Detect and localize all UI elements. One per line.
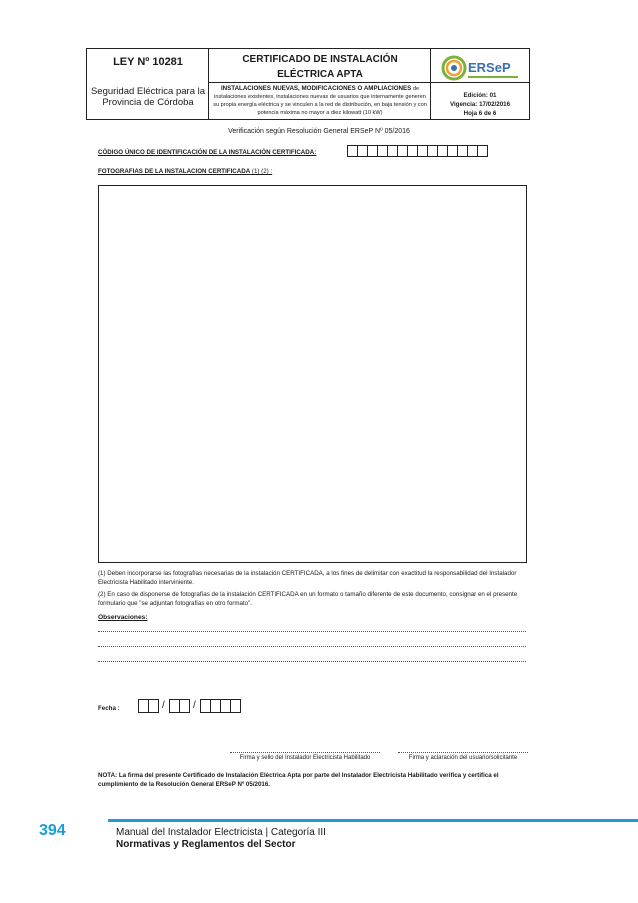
law-number: LEY Nº 10281 [113, 56, 183, 68]
observations-line-1[interactable] [98, 631, 526, 632]
installer-signature-line[interactable] [230, 752, 380, 753]
footer-text [116, 827, 326, 851]
date-label: Fecha : [98, 705, 120, 712]
ersep-logo [441, 54, 521, 89]
page-number: 394 [39, 822, 66, 839]
photos-label: FOTOGRAFIAS DE LA INSTALACION CERTIFICADA (1) (2) : [98, 168, 273, 175]
user-signature-label: Firma y aclaración del usuario/solicitante [408, 755, 518, 761]
observations-line-3[interactable] [98, 661, 526, 662]
final-note: NOTA: La firma del presente Certificado de Instalación Eléctrica Apta por parte del Instalador Electricista Habilitado verifica y certifica el cumplimiento de la Resolución General ERSeP Nº 05/2016. [98, 772, 499, 788]
footer-accent-bar [108, 819, 638, 822]
logo-edition-cell [431, 49, 529, 119]
observations-line-2[interactable] [98, 646, 526, 647]
date-separator-2: / [193, 700, 196, 711]
date-month-boxes[interactable] [170, 699, 190, 713]
unique-code-boxes[interactable] [348, 145, 488, 157]
certificate-cell [209, 49, 431, 119]
date-year-boxes[interactable] [201, 699, 241, 713]
verification-text: Verificación según Resolución General ERSeP Nº 05/2016 [228, 128, 410, 135]
header-table [86, 48, 530, 120]
installer-signature-label: Firma y sello del Instalador Electricista Habilitado [239, 755, 371, 761]
user-signature-line[interactable] [398, 752, 528, 753]
footer-line-1: Manual del Instalador Electricista | Categoría III [116, 827, 326, 838]
edition-info: Edición: 01 Vigencia: 17/02/2016 Hoja 6 de 6 [449, 92, 511, 117]
photo-area[interactable] [98, 185, 527, 563]
safety-subtitle: Seguridad Eléctrica para la Provincia de Córdoba [90, 86, 206, 108]
installation-scope: INSTALACIONES NUEVAS, MODIFICACIONES O AMPLIACIONES de instalaciones existentes, instalaciones nuevas de usuarios que internamente generen su propia energía eléctrica y se vinculen a la red de distribución, en baja tensión y con potencia máxima no mayor a diez kilowatt (10 kW) [213, 85, 427, 116]
unique-code-label: CÓDIGO ÚNICO DE IDENTIFICACIÓN DE LA INSTALACIÓN CERTIFICADA: [98, 149, 317, 156]
date-day-boxes[interactable] [139, 699, 159, 713]
footer-line-2: Normativas y Reglamentos del Sector [116, 839, 296, 850]
observations-label: Observaciones: [98, 614, 148, 621]
certificate-title: CERTIFICADO DE INSTALACIÓN ELÉCTRICA APTA [242, 54, 398, 80]
note-2: (2) En caso de disponerse de fotografías de la instalación CERTIFICADA en un formato o tamaño diferente de este documento, consignar en el presente formulario que "se adjuntan fotografías en otro formato". [98, 591, 518, 607]
logo-text: ERSeP [468, 60, 511, 75]
law-cell [87, 49, 209, 119]
note-1: (1) Deben incorporarse las fotografías necesarias de la instalación CERTIFICADA, a los fines de delimitar con exactitud la responsabilidad del Instalador Electricista Habilitado interviniente. [98, 570, 517, 586]
date-separator-1: / [162, 700, 165, 711]
